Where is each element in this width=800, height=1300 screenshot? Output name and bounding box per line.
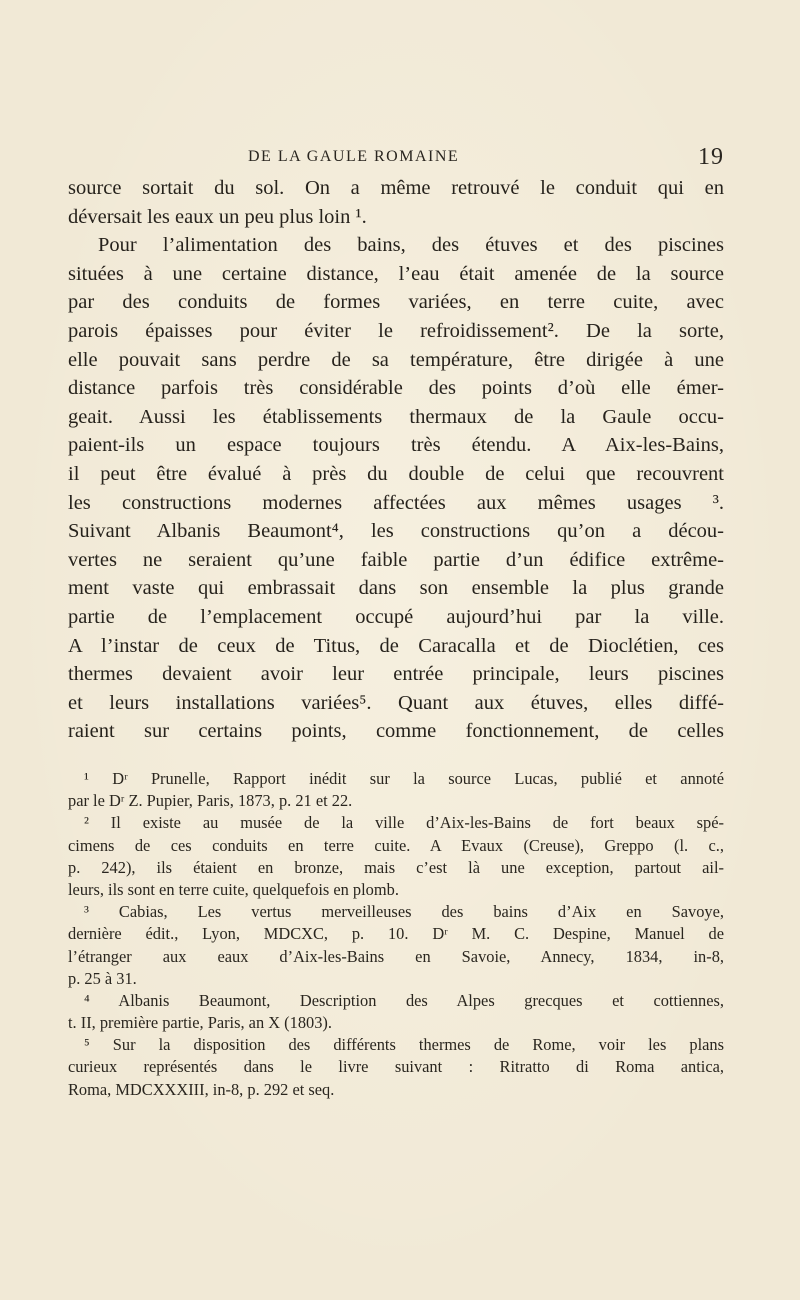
- body-line: déversait les eaux un peu plus loin ¹.: [68, 205, 367, 228]
- body-line: paient-ils un espace toujours très étendu. A Aix-les-Bains,: [68, 434, 724, 457]
- footnotes: [68, 768, 724, 1101]
- body-line: par des conduits de formes variées, en terre cuite, avec: [68, 291, 724, 314]
- body-line: A l’instar de ceux de Titus, de Caracalla et de Dioclétien, ces: [68, 634, 724, 657]
- body-line: partie de l’emplacement occupé aujourd’hui par la ville.: [68, 605, 724, 628]
- footnote-line: leurs, ils sont en terre cuite, quelquefois en plomb.: [68, 879, 399, 899]
- footnote-line: Roma, MDCXXXIII, in-8, p. 292 et seq.: [68, 1079, 335, 1099]
- footnote-line: curieux représentés dans le livre suivant : Ritratto di Roma antica,: [68, 1057, 724, 1077]
- footnote-line: ⁵ Sur la disposition des différents thermes de Rome, voir les plans: [84, 1035, 724, 1055]
- body-line: et leurs installations variées⁵. Quant aux étuves, elles diffé-: [68, 691, 724, 714]
- footnote-line: par le Dʳ Z. Pupier, Paris, 1873, p. 21 et 22.: [68, 791, 353, 811]
- footnote-line: ¹ Dʳ Prunelle, Rapport inédit sur la source Lucas, publié et annoté: [84, 769, 724, 788]
- running-title: DE LA GAULE ROMAINE: [248, 148, 460, 165]
- body-text: [68, 174, 724, 746]
- body-line: geait. Aussi les établissements thermaux de la Gaule occu-: [68, 405, 724, 428]
- body-line: il peut être évalué à près du double de celui que recouvrent: [68, 462, 724, 485]
- body-line: ment vaste qui embrassait dans son ensemble la plus grande: [68, 577, 724, 600]
- footnote-line: ⁴ Albanis Beaumont, Description des Alpes grecques et cottiennes,: [84, 990, 724, 1010]
- footnote-line: l’étranger aux eaux d’Aix-les-Bains en Savoie, Annecy, 1834, in-8,: [68, 946, 724, 966]
- footnote-line: p. 242), ils étaient en bronze, mais c’est là une exception, partout ail-: [68, 857, 724, 877]
- body-line: Suivant Albanis Beaumont⁴, les constructions qu’on a décou-: [68, 520, 724, 543]
- body-line: Pour l’alimentation des bains, des étuves et des piscines: [98, 234, 724, 257]
- page-number: 19: [698, 144, 724, 170]
- body-line: thermes devaient avoir leur entrée principale, leurs piscines: [68, 663, 724, 686]
- body-line: distance parfois très considérable des points d’où elle émer-: [68, 377, 724, 400]
- page-header: [68, 146, 724, 172]
- footnote-line: p. 25 à 31.: [68, 968, 137, 988]
- footnote-line: ³ Cabias, Les vertus merveilleuses des bains d’Aix en Savoye,: [84, 902, 724, 922]
- footnote-line: t. II, première partie, Paris, an X (1803).: [68, 1013, 332, 1033]
- footnote-line: dernière édit., Lyon, MDCXC, p. 10. Dʳ M. C. Despine, Manuel de: [68, 924, 724, 944]
- body-line: raient sur certains points, comme fonctionnement, de celles: [68, 720, 724, 743]
- footnote-line: cimens de ces conduits en terre cuite. A Evaux (Creuse), Greppo (l. c.,: [68, 835, 724, 855]
- body-line: source sortait du sol. On a même retrouvé le conduit qui en: [68, 177, 724, 199]
- body-line: vertes ne seraient qu’une faible partie d’un édifice extrême-: [68, 548, 724, 571]
- body-line: parois épaisses pour éviter le refroidissement². De la sorte,: [68, 319, 724, 342]
- footnote-line: ² Il existe au musée de la ville d’Aix-les-Bains de fort beaux spé-: [84, 813, 724, 833]
- body-line: situées à une certaine distance, l’eau était amenée de la source: [68, 262, 724, 285]
- body-line: les constructions modernes affectées aux mêmes usages ³.: [68, 491, 724, 514]
- body-line: elle pouvait sans perdre de sa température, être dirigée à une: [68, 348, 724, 371]
